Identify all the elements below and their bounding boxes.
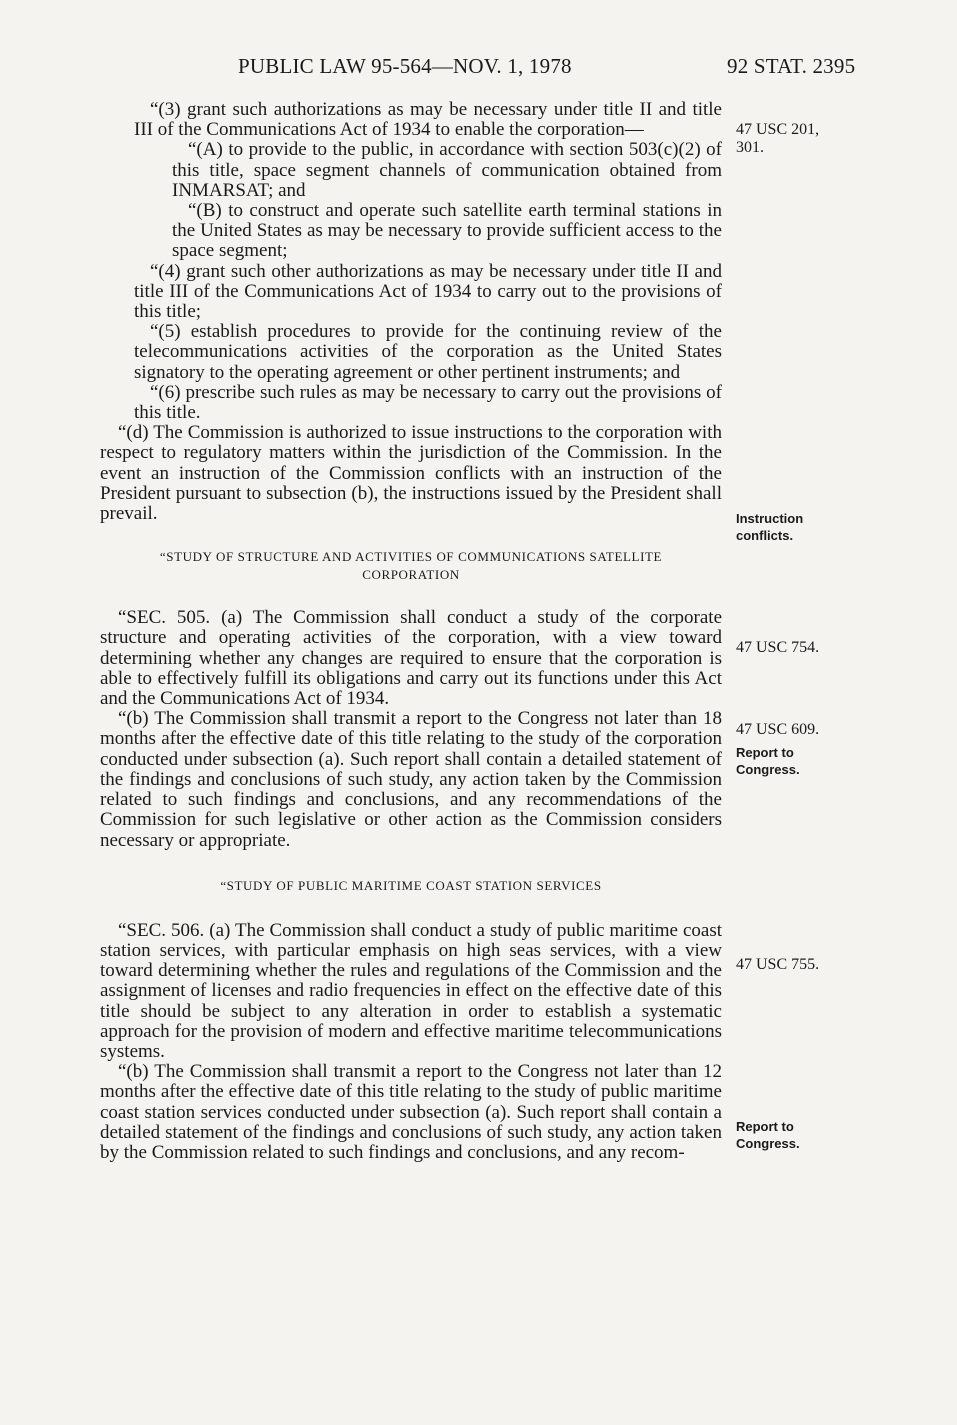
- section-505-a: “SEC. 505. (a) The Commission shall conduct a study of the corporate structure and operating activities of the corporation, with a view toward determining whether any changes are required to ensure that the corporation is able to effectively fulfill its obligations and carry out its functions under this Act and the Communications Act of 1934.: [100, 607, 722, 710]
- paragraph-4: “(4) grant such other authorizations as may be necessary under title II and title III of the Communications Act of 1934 to carry out to the provisions of this title;: [134, 260, 722, 323]
- paragraph-3: “(3) grant such authorizations as may be necessary under title II and title III of the Communications Act of 1934 to enable the corporation—: [134, 99, 722, 141]
- page-header: [0, 54, 957, 84]
- margin-note-usc-609: 47 USC 609.: [736, 721, 820, 738]
- section-506-a: “SEC. 506. (a) The Commission shall conduct a study of public maritime coast station services, with particular emphasis on high seas services, with a view toward determining whether the rules and regulations of the Commission and the assignment of licenses and radio frequencies in effect on the effective date of this title should be subject to any alteration in order to establish a systematic approach for the provision of modern and effective maritime telecommunications systems.: [100, 919, 722, 1062]
- margin-note-usc-755: 47 USC 755.: [736, 956, 820, 973]
- paragraph-5: “(5) establish procedures to provide for the continuing review of the telecommunications activities of the corporation as the United States signatory to the operating agreement or other pertinent instruments; and: [134, 321, 722, 383]
- margin-note-usc-201: 47 USC 201, 301.: [736, 121, 820, 156]
- margin-note-report-to-congress-2: Report to Congress.: [736, 1119, 800, 1151]
- margin-note-report-to-congress-1: Report to Congress.: [736, 745, 800, 777]
- section-heading-506: “STUDY OF PUBLIC MARITIME COAST STATION SERVICES: [220, 877, 602, 893]
- paragraph-3-B: “(B) to construct and operate such satellite earth terminal stations in the United States as may be necessary to provide sufficient access to the space segment;: [172, 200, 722, 262]
- section-505-b: “(b) The Commission shall transmit a report to the Congress not later than 18 months after the effective date of this title relating to the study of the corporation conducted under subsection (a). Such report shall contain a detailed statement of the findings and conclusions of such study, any action taken by the Commission related to such findings and conclusions, and any recommendations of the Commission for such legislative or other action as the Commission considers necessary or appropriate.: [100, 708, 722, 851]
- header-law-citation: PUBLIC LAW 95-564—NOV. 1, 1978: [238, 54, 572, 78]
- header-stat-page: 92 STAT. 2395: [727, 54, 856, 78]
- main-text-column: [100, 100, 722, 1163]
- margin-note-usc-754: 47 USC 754.: [736, 639, 820, 656]
- paragraph-6: “(6) prescribe such rules as may be necessary to carry out the provisions of this title.: [134, 381, 722, 424]
- section-heading-505: “STUDY OF STRUCTURE AND ACTIVITIES OF COMMUNICATIONS SATELLITE CORPORATION: [159, 549, 663, 583]
- section-506-b: “(b) The Commission shall transmit a report to the Congress not later than 12 months after the effective date of this title relating to the study of public maritime coast station services conducted under subsection (a). Such report shall contain a detailed statement of the findings and conclusions of such study, any action taken by the Commission related to such findings and conclusions, and any recom-: [100, 1061, 722, 1163]
- paragraph-3-A: “(A) to provide to the public, in accordance with section 503(c)(2) of this title, space segment channels of communication obtained from INMARSAT; and: [172, 139, 722, 201]
- margin-note-instruction-conflicts: Instruction conflicts.: [736, 511, 804, 543]
- subsection-d: “(d) The Commission is authorized to issue instructions to the corporation with respect to regulatory matters within the jurisdiction of the Commission. In the event an instruction of the Commission conflicts with an instruction of the President pursuant to subsection (b), the instructions issued by the President shall prevail.: [100, 422, 722, 525]
